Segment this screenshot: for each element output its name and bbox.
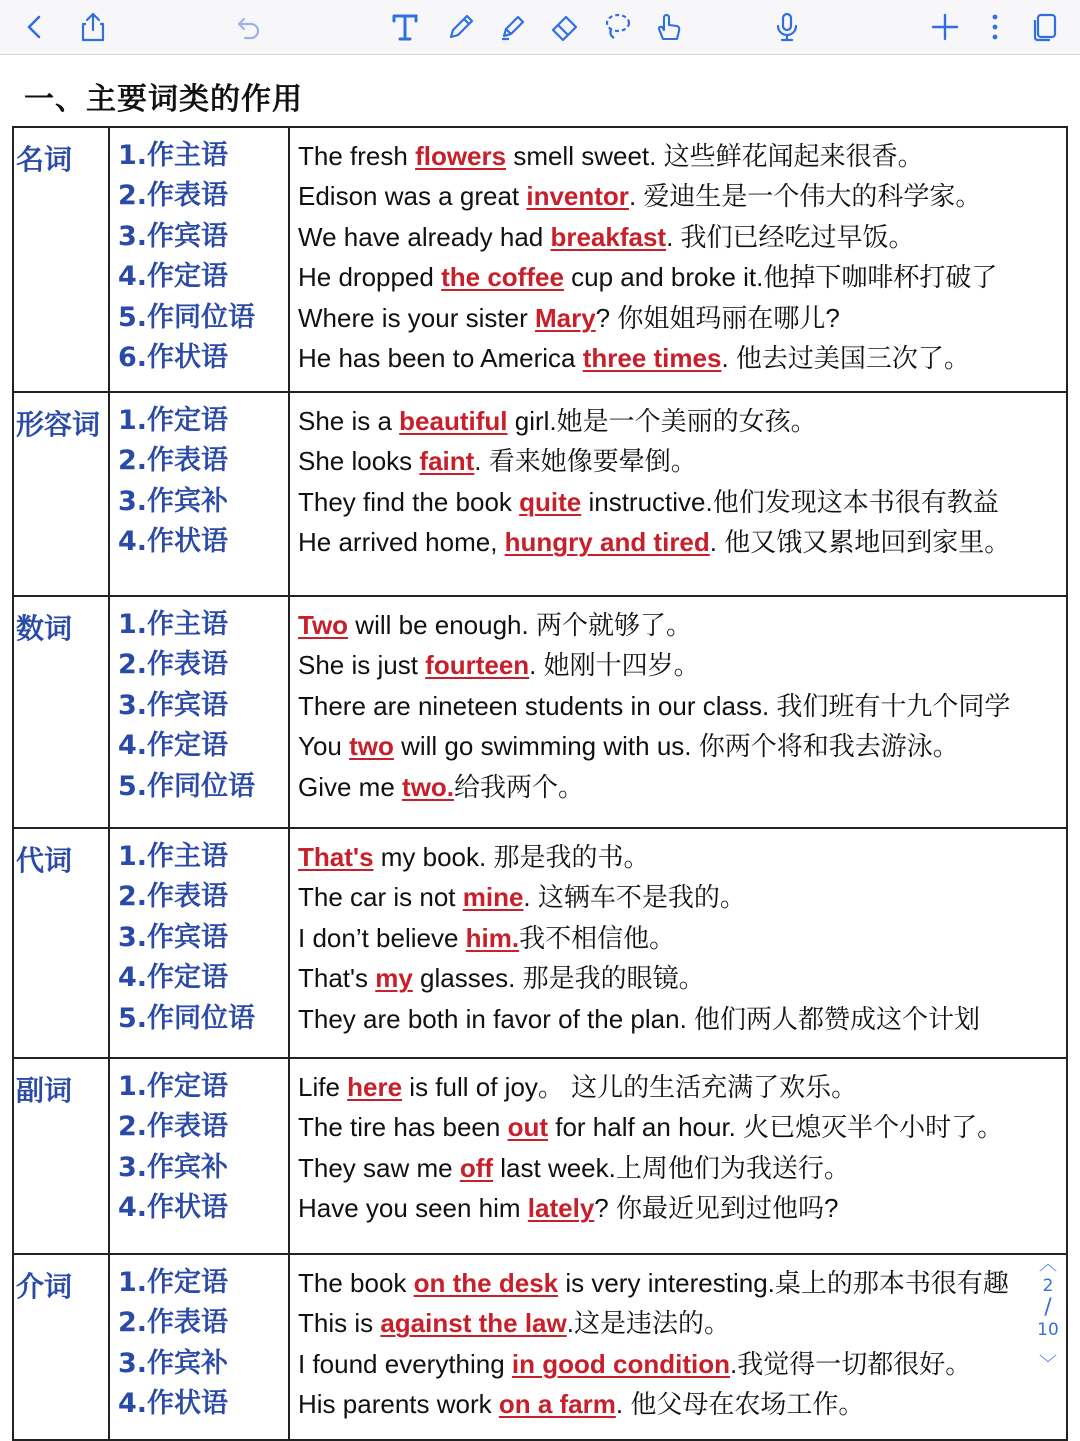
sentence-text: 我不相信他。 [519, 922, 676, 953]
example-sentence [298, 257, 1066, 297]
role-list [109, 828, 289, 1058]
sentence-text: I found everything [298, 1348, 512, 1379]
role-item: 6.作状语 [118, 341, 229, 373]
example-sentence [298, 217, 1066, 257]
role-item: 3.作宾补 [118, 1151, 229, 1183]
lasso-icon[interactable] [598, 8, 636, 46]
more-icon[interactable] [976, 8, 1014, 46]
sentence-text: . 他父母在农场工作。 [615, 1389, 865, 1420]
highlighted-word: flowers [415, 141, 507, 171]
highlighted-word: That's [298, 842, 374, 872]
sentence-text: . 这辆车不是我的。 [523, 882, 746, 913]
role-list [109, 127, 289, 392]
highlighted-word: my [375, 963, 413, 994]
role-item: 2.作表语 [118, 445, 229, 477]
role-item: 2.作表语 [118, 881, 229, 913]
example-sentence [298, 918, 1066, 958]
back-chevron-icon[interactable] [16, 8, 54, 46]
role-item: 5.作同位语 [118, 1002, 256, 1034]
sentence-text: They saw me [298, 1152, 460, 1183]
sentence-text: The book [298, 1268, 414, 1298]
sentence-text: She is a [298, 406, 400, 436]
highlighted-word: hungry and tired [504, 527, 710, 558]
example-sentence [298, 1303, 1066, 1343]
hand-touch-icon[interactable] [650, 8, 688, 46]
page-indicator [1030, 1254, 1066, 1404]
sentence-text: Give me [298, 771, 403, 802]
sentence-text: We have already had [298, 221, 551, 252]
example-sentence [298, 522, 1066, 562]
eraser-icon[interactable] [546, 8, 584, 46]
sentence-text: will be enough. 两个就够了。 [348, 610, 692, 640]
microphone-icon[interactable] [768, 8, 806, 46]
sentence-text: will go swimming with us. 你两个将和我去游泳。 [393, 731, 959, 762]
role-item: 3.作宾补 [118, 1347, 229, 1379]
sentence-text: . 看来她像要晕倒。 [474, 446, 697, 477]
sentence-text: . 他又饿又累地回到家里。 [709, 527, 1011, 558]
highlighted-word: beautiful [399, 406, 508, 436]
highlighted-word: inventor [526, 181, 629, 212]
highlighted-word: Two [298, 610, 349, 640]
page-up-icon[interactable]: ︿ [1039, 1254, 1057, 1275]
sentence-text: I don’t believe [298, 922, 466, 953]
role-item: 1.作定语 [118, 1267, 229, 1298]
sentence-text: last week.上周他们为我送行。 [493, 1152, 850, 1183]
highlighted-word: him. [465, 922, 520, 953]
highlighted-word: fourteen [425, 650, 530, 681]
role-list [109, 1058, 289, 1254]
example-sentence [298, 176, 1066, 216]
example-sentence [298, 1148, 1066, 1188]
toolbar [0, 0, 1080, 55]
example-sentence [298, 958, 1066, 998]
highlighted-word: out [507, 1112, 548, 1143]
example-list [289, 1254, 1067, 1440]
highlighted-word: Mary [534, 302, 596, 333]
example-list [289, 392, 1067, 596]
sentence-text: is very interesting.桌上的那本书很有趣 [558, 1268, 1009, 1298]
example-sentence [298, 136, 1066, 176]
example-sentence [298, 877, 1066, 917]
pages-icon[interactable] [1026, 8, 1064, 46]
example-sentence [298, 605, 1066, 645]
sentence-text: She is just [298, 650, 426, 681]
role-item: 1.作定语 [118, 405, 229, 436]
undo-icon[interactable] [230, 8, 268, 46]
sentence-text: Edison was a great [298, 181, 527, 212]
example-sentence [298, 1263, 1066, 1303]
word-class-label: 代词 [13, 828, 109, 1058]
role-item: 3.作宾语 [118, 689, 229, 721]
pen-tool-icon[interactable] [442, 8, 480, 46]
sentence-text: ? 你姐姐玛丽在哪儿? [595, 302, 840, 333]
word-class-label: 形容词 [13, 392, 109, 596]
sentence-text: ? 你最近见到过他吗? [594, 1193, 839, 1224]
role-item: 4.作定语 [118, 261, 229, 293]
sentence-text: You [298, 731, 350, 762]
highlighted-word: here [347, 1072, 403, 1102]
role-list [109, 1254, 289, 1440]
example-sentence [298, 401, 1066, 441]
current-page: 2 [1042, 1276, 1054, 1296]
example-list [289, 127, 1067, 392]
sentence-text: . 他去过美国三次了。 [721, 342, 970, 373]
role-list [109, 596, 289, 828]
highlighted-word: lately [527, 1193, 595, 1224]
highlighted-word: three times [582, 342, 722, 373]
role-item: 2.作表语 [118, 649, 229, 681]
sentence-text: smell sweet. 这些鲜花闻起来很香。 [506, 141, 924, 171]
example-sentence [298, 645, 1066, 685]
sentence-text: That's [298, 963, 376, 994]
role-item: 4.作状语 [118, 1192, 229, 1224]
highlighted-word: in good condition [511, 1348, 730, 1379]
sentence-text: . 我们已经吃过早饭。 [666, 221, 915, 252]
example-sentence [298, 1188, 1066, 1228]
example-sentence [298, 1067, 1066, 1107]
example-sentence [298, 686, 1066, 726]
role-item: 4.作状语 [118, 1388, 229, 1420]
role-item: 1.作主语 [118, 841, 229, 872]
role-item: 5.作同位语 [118, 770, 256, 802]
page-separator: / [1044, 1295, 1052, 1320]
sentence-text: is full of joy。 这儿的生活充满了欢乐。 [402, 1072, 858, 1102]
sentence-text: Life [298, 1072, 348, 1102]
role-item: 1.作定语 [118, 1071, 229, 1102]
sentence-text: . 她刚十四岁。 [529, 650, 700, 681]
sentence-text: . 爱迪生是一个伟大的科学家。 [628, 181, 982, 212]
sentence-text: This is [298, 1308, 381, 1339]
sentence-text: my book. 那是我的书。 [373, 842, 650, 872]
sentence-text: They find the book [298, 486, 520, 517]
sentence-text: cup and broke it.他掉下咖啡杯打破了 [563, 262, 998, 293]
word-class-label: 名词 [13, 127, 109, 392]
sentence-text: The tire has been [298, 1112, 508, 1143]
highlighted-word: quite [519, 486, 582, 517]
word-class-label: 数词 [13, 596, 109, 828]
sentence-text: .我觉得一切都很好。 [729, 1348, 972, 1379]
example-list [289, 596, 1067, 828]
example-sentence [298, 837, 1066, 877]
example-sentence [298, 338, 1066, 378]
sentence-text: He has been to America [298, 342, 583, 373]
sentence-text: He dropped [298, 262, 442, 293]
role-item: 3.作宾语 [118, 220, 229, 252]
highlighted-word: mine [462, 882, 524, 913]
example-list [289, 1058, 1067, 1254]
page-down-icon[interactable]: ﹀ [1039, 1354, 1057, 1375]
sentence-text: instructive.他们发现这本书很有教益 [581, 486, 999, 517]
example-sentence [298, 999, 1066, 1039]
highlighted-word: two [349, 731, 394, 762]
sentence-text: He arrived home, [298, 527, 505, 558]
role-item: 5.作同位语 [118, 301, 256, 333]
highlighted-word: breakfast [550, 221, 667, 252]
role-item: 3.作宾语 [118, 921, 229, 953]
sentence-text: Have you seen him [298, 1193, 528, 1224]
sentence-text: Where is your sister [298, 302, 535, 333]
example-sentence [298, 1344, 1066, 1384]
table-row [13, 1058, 1067, 1254]
table-row [13, 596, 1067, 828]
role-item: 4.作状语 [118, 526, 229, 558]
sentence-text: They are both in favor of the plan. 他们两人都赞成这个计划 [298, 1003, 981, 1034]
highlighted-word: faint [419, 446, 475, 477]
highlighter-icon[interactable] [494, 8, 532, 46]
sentence-text: girl.她是一个美丽的女孩。 [507, 406, 817, 436]
role-item: 2.作表语 [118, 180, 229, 212]
highlighted-word: the coffee [441, 262, 564, 293]
role-item: 2.作表语 [118, 1307, 229, 1339]
highlighted-word: on the desk [413, 1268, 559, 1298]
example-sentence [298, 1384, 1066, 1424]
section-heading: 一、主要词类的作用 [24, 82, 303, 117]
highlighted-word: against the law [380, 1308, 567, 1339]
example-sentence [298, 767, 1066, 807]
sentence-text: There are nineteen students in our class. 我们班有十九个同学 [298, 690, 1011, 721]
word-class-label: 介词 [13, 1254, 109, 1440]
sentence-text: 给我两个。 [454, 771, 585, 802]
add-icon[interactable] [926, 8, 964, 46]
sentence-text: The fresh [298, 141, 416, 171]
example-sentence [298, 441, 1066, 481]
highlighted-word: off [459, 1152, 494, 1183]
word-class-table [12, 126, 1068, 1441]
role-item: 1.作主语 [118, 609, 229, 640]
example-sentence [298, 298, 1066, 338]
table-row [13, 127, 1067, 392]
highlighted-word: two. [402, 771, 455, 802]
word-class-label: 副词 [13, 1058, 109, 1254]
example-sentence [298, 1107, 1066, 1147]
example-sentence [298, 482, 1066, 522]
role-list [109, 392, 289, 596]
sentence-text: glasses. 那是我的眼镜。 [412, 963, 705, 994]
role-item: 4.作定语 [118, 962, 229, 994]
total-pages: 10 [1037, 1320, 1059, 1340]
table-row [13, 828, 1067, 1058]
table-row [13, 1254, 1067, 1440]
role-item: 4.作定语 [118, 730, 229, 762]
sentence-text: She looks [298, 446, 420, 477]
role-item: 3.作宾补 [118, 485, 229, 517]
example-sentence [298, 726, 1066, 766]
sentence-text: His parents work [298, 1389, 499, 1420]
role-item: 1.作主语 [118, 140, 229, 171]
example-list [289, 828, 1067, 1058]
sentence-text: .这是违法的。 [566, 1308, 730, 1339]
highlighted-word: on a farm [498, 1389, 616, 1420]
role-item: 2.作表语 [118, 1111, 229, 1143]
text-tool-icon[interactable] [386, 8, 424, 46]
sentence-text: The car is not [298, 882, 463, 913]
sentence-text: for half an hour. 火已熄灭半个小时了。 [548, 1112, 1004, 1143]
share-icon[interactable] [74, 8, 112, 46]
table-row [13, 392, 1067, 596]
